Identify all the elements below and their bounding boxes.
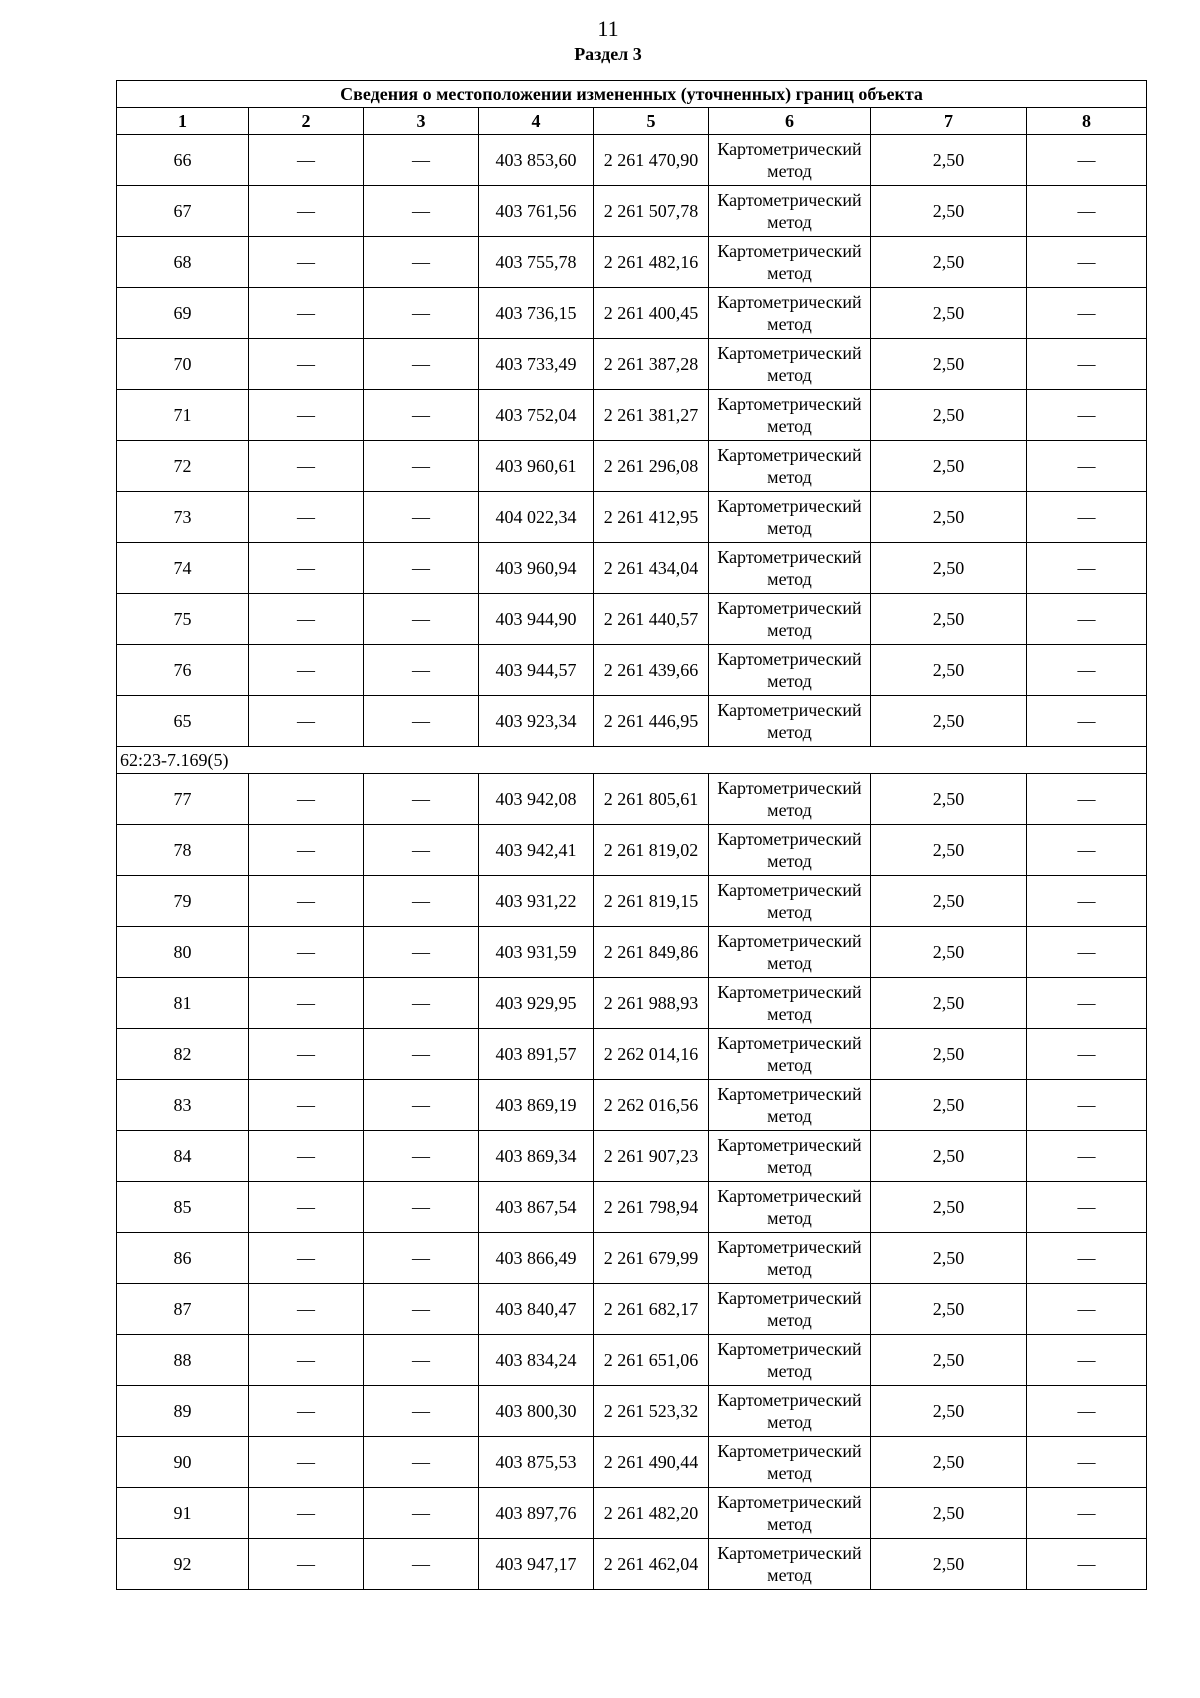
cell-coord-x: 403 834,24 bbox=[479, 1335, 594, 1386]
contour-label: 62:23-7.169(5) bbox=[117, 747, 1147, 774]
table-row bbox=[117, 1437, 1147, 1488]
cell-coord-y: 2 261 482,20 bbox=[594, 1488, 709, 1539]
cell-accuracy: 2,50 bbox=[871, 390, 1027, 441]
cell-method: Картометрический метод bbox=[709, 1335, 871, 1386]
cell-method: Картометрический метод bbox=[709, 339, 871, 390]
cell-method: Картометрический метод bbox=[709, 1233, 871, 1284]
table-row bbox=[117, 696, 1147, 747]
cell-col-2: — bbox=[249, 1080, 364, 1131]
cell-accuracy: 2,50 bbox=[871, 492, 1027, 543]
table-row bbox=[117, 543, 1147, 594]
cell-point-number: 76 bbox=[117, 645, 249, 696]
table-row bbox=[117, 594, 1147, 645]
table-row bbox=[117, 288, 1147, 339]
cell-accuracy: 2,50 bbox=[871, 876, 1027, 927]
cell-method: Картометрический метод bbox=[709, 288, 871, 339]
cell-col-8: — bbox=[1027, 1437, 1147, 1488]
cell-col-2: — bbox=[249, 594, 364, 645]
cell-col-8: — bbox=[1027, 492, 1147, 543]
cell-col-8: — bbox=[1027, 1386, 1147, 1437]
cell-point-number: 74 bbox=[117, 543, 249, 594]
cell-col-8: — bbox=[1027, 594, 1147, 645]
cell-coord-y: 2 261 387,28 bbox=[594, 339, 709, 390]
cell-coord-y: 2 261 988,93 bbox=[594, 978, 709, 1029]
cell-coord-y: 2 261 439,66 bbox=[594, 645, 709, 696]
cell-coord-x: 404 022,34 bbox=[479, 492, 594, 543]
cell-accuracy: 2,50 bbox=[871, 645, 1027, 696]
cell-coord-x: 403 800,30 bbox=[479, 1386, 594, 1437]
cell-col-2: — bbox=[249, 1386, 364, 1437]
cell-coord-y: 2 261 651,06 bbox=[594, 1335, 709, 1386]
table-row bbox=[117, 1182, 1147, 1233]
table-row bbox=[117, 1335, 1147, 1386]
cell-coord-y: 2 262 014,16 bbox=[594, 1029, 709, 1080]
cell-coord-x: 403 931,59 bbox=[479, 927, 594, 978]
cell-col-3: — bbox=[364, 441, 479, 492]
cell-point-number: 69 bbox=[117, 288, 249, 339]
cell-col-2: — bbox=[249, 927, 364, 978]
cell-coord-x: 403 923,34 bbox=[479, 696, 594, 747]
cell-method: Картометрический метод bbox=[709, 696, 871, 747]
cell-col-8: — bbox=[1027, 390, 1147, 441]
cell-col-8: — bbox=[1027, 1335, 1147, 1386]
cell-accuracy: 2,50 bbox=[871, 237, 1027, 288]
cell-coord-x: 403 866,49 bbox=[479, 1233, 594, 1284]
cell-col-8: — bbox=[1027, 645, 1147, 696]
cell-col-3: — bbox=[364, 492, 479, 543]
cell-col-3: — bbox=[364, 1488, 479, 1539]
cell-col-8: — bbox=[1027, 774, 1147, 825]
cell-col-8: — bbox=[1027, 1182, 1147, 1233]
cell-coord-y: 2 261 849,86 bbox=[594, 927, 709, 978]
cell-accuracy: 2,50 bbox=[871, 441, 1027, 492]
cell-accuracy: 2,50 bbox=[871, 594, 1027, 645]
cell-point-number: 66 bbox=[117, 135, 249, 186]
cell-coord-y: 2 261 462,04 bbox=[594, 1539, 709, 1590]
cell-accuracy: 2,50 bbox=[871, 1539, 1027, 1590]
cell-accuracy: 2,50 bbox=[871, 1131, 1027, 1182]
cell-accuracy: 2,50 bbox=[871, 1029, 1027, 1080]
cell-method: Картометрический метод bbox=[709, 1029, 871, 1080]
cell-col-3: — bbox=[364, 978, 479, 1029]
table-row bbox=[117, 876, 1147, 927]
cell-point-number: 71 bbox=[117, 390, 249, 441]
table-row bbox=[117, 237, 1147, 288]
cell-col-2: — bbox=[249, 339, 364, 390]
cell-point-number: 92 bbox=[117, 1539, 249, 1590]
cell-point-number: 83 bbox=[117, 1080, 249, 1131]
column-header-1: 1 bbox=[117, 108, 249, 135]
cell-col-8: — bbox=[1027, 927, 1147, 978]
cell-method: Картометрический метод bbox=[709, 441, 871, 492]
table-row bbox=[117, 645, 1147, 696]
cell-col-8: — bbox=[1027, 441, 1147, 492]
cell-coord-x: 403 891,57 bbox=[479, 1029, 594, 1080]
cell-accuracy: 2,50 bbox=[871, 1335, 1027, 1386]
cell-point-number: 89 bbox=[117, 1386, 249, 1437]
table-caption: Сведения о местоположении измененных (уточненных) границ объекта bbox=[117, 81, 1147, 108]
cell-accuracy: 2,50 bbox=[871, 927, 1027, 978]
cell-method: Картометрический метод bbox=[709, 1488, 871, 1539]
cell-accuracy: 2,50 bbox=[871, 339, 1027, 390]
cell-coord-y: 2 261 805,61 bbox=[594, 774, 709, 825]
cell-accuracy: 2,50 bbox=[871, 825, 1027, 876]
cell-method: Картометрический метод bbox=[709, 237, 871, 288]
cell-col-2: — bbox=[249, 825, 364, 876]
cell-col-3: — bbox=[364, 1131, 479, 1182]
table-row bbox=[117, 825, 1147, 876]
table-row bbox=[117, 1080, 1147, 1131]
cell-col-3: — bbox=[364, 1335, 479, 1386]
cell-col-8: — bbox=[1027, 1080, 1147, 1131]
cell-col-3: — bbox=[364, 645, 479, 696]
cell-col-8: — bbox=[1027, 186, 1147, 237]
cell-col-3: — bbox=[364, 1080, 479, 1131]
cell-col-3: — bbox=[364, 186, 479, 237]
cell-coord-x: 403 755,78 bbox=[479, 237, 594, 288]
cell-method: Картометрический метод bbox=[709, 825, 871, 876]
cell-method: Картометрический метод bbox=[709, 1284, 871, 1335]
cell-accuracy: 2,50 bbox=[871, 186, 1027, 237]
cell-coord-y: 2 261 296,08 bbox=[594, 441, 709, 492]
table-row bbox=[117, 186, 1147, 237]
cell-coord-x: 403 733,49 bbox=[479, 339, 594, 390]
cell-coord-y: 2 261 798,94 bbox=[594, 1182, 709, 1233]
cell-accuracy: 2,50 bbox=[871, 1233, 1027, 1284]
cell-col-3: — bbox=[364, 390, 479, 441]
table-row bbox=[117, 492, 1147, 543]
column-header-4: 4 bbox=[479, 108, 594, 135]
cell-point-number: 86 bbox=[117, 1233, 249, 1284]
cell-col-3: — bbox=[364, 696, 479, 747]
cell-coord-y: 2 261 446,95 bbox=[594, 696, 709, 747]
cell-accuracy: 2,50 bbox=[871, 1488, 1027, 1539]
cell-coord-x: 403 931,22 bbox=[479, 876, 594, 927]
cell-method: Картометрический метод bbox=[709, 927, 871, 978]
cell-col-2: — bbox=[249, 135, 364, 186]
table-row bbox=[117, 1386, 1147, 1437]
table-row bbox=[117, 135, 1147, 186]
cell-col-2: — bbox=[249, 978, 364, 1029]
cell-coord-y: 2 261 819,02 bbox=[594, 825, 709, 876]
cell-coord-x: 403 840,47 bbox=[479, 1284, 594, 1335]
cell-coord-x: 403 942,08 bbox=[479, 774, 594, 825]
cell-point-number: 90 bbox=[117, 1437, 249, 1488]
cell-coord-y: 2 261 819,15 bbox=[594, 876, 709, 927]
cell-col-3: — bbox=[364, 1386, 479, 1437]
cell-accuracy: 2,50 bbox=[871, 1386, 1027, 1437]
cell-col-8: — bbox=[1027, 1233, 1147, 1284]
table-row bbox=[117, 1284, 1147, 1335]
cell-col-8: — bbox=[1027, 543, 1147, 594]
table-row bbox=[117, 390, 1147, 441]
cell-point-number: 84 bbox=[117, 1131, 249, 1182]
cell-point-number: 91 bbox=[117, 1488, 249, 1539]
cell-coord-y: 2 261 440,57 bbox=[594, 594, 709, 645]
cell-coord-x: 403 944,90 bbox=[479, 594, 594, 645]
cell-accuracy: 2,50 bbox=[871, 543, 1027, 594]
cell-point-number: 81 bbox=[117, 978, 249, 1029]
cell-col-3: — bbox=[364, 1182, 479, 1233]
cell-accuracy: 2,50 bbox=[871, 135, 1027, 186]
cell-coord-y: 2 261 523,32 bbox=[594, 1386, 709, 1437]
cell-coord-x: 403 875,53 bbox=[479, 1437, 594, 1488]
page-number: 11 bbox=[597, 16, 619, 41]
column-header-2: 2 bbox=[249, 108, 364, 135]
cell-point-number: 80 bbox=[117, 927, 249, 978]
cell-col-3: — bbox=[364, 927, 479, 978]
cell-col-8: — bbox=[1027, 1539, 1147, 1590]
cell-col-8: — bbox=[1027, 696, 1147, 747]
cell-point-number: 75 bbox=[117, 594, 249, 645]
table-row bbox=[117, 978, 1147, 1029]
cell-accuracy: 2,50 bbox=[871, 774, 1027, 825]
column-header-8: 8 bbox=[1027, 108, 1147, 135]
cell-coord-x: 403 867,54 bbox=[479, 1182, 594, 1233]
cell-accuracy: 2,50 bbox=[871, 1080, 1027, 1131]
cell-accuracy: 2,50 bbox=[871, 696, 1027, 747]
cell-coord-y: 2 261 470,90 bbox=[594, 135, 709, 186]
cell-col-2: — bbox=[249, 492, 364, 543]
cell-coord-x: 403 942,41 bbox=[479, 825, 594, 876]
cell-accuracy: 2,50 bbox=[871, 1284, 1027, 1335]
cell-coord-y: 2 261 907,23 bbox=[594, 1131, 709, 1182]
table-row bbox=[117, 927, 1147, 978]
cell-point-number: 72 bbox=[117, 441, 249, 492]
cell-coord-x: 403 960,61 bbox=[479, 441, 594, 492]
cell-coord-y: 2 261 507,78 bbox=[594, 186, 709, 237]
table-caption-row bbox=[117, 81, 1147, 108]
cell-coord-y: 2 261 679,99 bbox=[594, 1233, 709, 1284]
cell-col-2: — bbox=[249, 1233, 364, 1284]
cell-coord-y: 2 261 400,45 bbox=[594, 288, 709, 339]
cell-col-8: — bbox=[1027, 1029, 1147, 1080]
cell-accuracy: 2,50 bbox=[871, 1437, 1027, 1488]
cell-col-2: — bbox=[249, 1182, 364, 1233]
cell-coord-y: 2 261 490,44 bbox=[594, 1437, 709, 1488]
cell-coord-x: 403 853,60 bbox=[479, 135, 594, 186]
cell-method: Картометрический метод bbox=[709, 1437, 871, 1488]
cell-coord-x: 403 752,04 bbox=[479, 390, 594, 441]
cell-coord-x: 403 869,34 bbox=[479, 1131, 594, 1182]
cell-col-3: — bbox=[364, 339, 479, 390]
cell-col-2: — bbox=[249, 390, 364, 441]
cell-col-8: — bbox=[1027, 1131, 1147, 1182]
cell-col-2: — bbox=[249, 1029, 364, 1080]
cell-col-3: — bbox=[364, 1284, 479, 1335]
cell-coord-x: 403 869,19 bbox=[479, 1080, 594, 1131]
cell-col-2: — bbox=[249, 1335, 364, 1386]
table-row bbox=[117, 1233, 1147, 1284]
column-header-5: 5 bbox=[594, 108, 709, 135]
column-header-row bbox=[117, 108, 1147, 135]
column-header-7: 7 bbox=[871, 108, 1027, 135]
cell-method: Картометрический метод bbox=[709, 876, 871, 927]
cell-col-8: — bbox=[1027, 876, 1147, 927]
cell-coord-y: 2 261 381,27 bbox=[594, 390, 709, 441]
cell-coord-x: 403 944,57 bbox=[479, 645, 594, 696]
cell-col-8: — bbox=[1027, 237, 1147, 288]
cell-coord-y: 2 262 016,56 bbox=[594, 1080, 709, 1131]
cell-point-number: 67 bbox=[117, 186, 249, 237]
boundary-coordinates-table bbox=[116, 80, 1147, 1590]
cell-method: Картометрический метод bbox=[709, 1131, 871, 1182]
cell-col-8: — bbox=[1027, 825, 1147, 876]
cell-col-2: — bbox=[249, 1488, 364, 1539]
cell-col-8: — bbox=[1027, 1488, 1147, 1539]
cell-col-2: — bbox=[249, 645, 364, 696]
cell-col-2: — bbox=[249, 876, 364, 927]
cell-col-3: — bbox=[364, 825, 479, 876]
cell-accuracy: 2,50 bbox=[871, 288, 1027, 339]
cell-accuracy: 2,50 bbox=[871, 1182, 1027, 1233]
cell-method: Картометрический метод bbox=[709, 135, 871, 186]
table-row bbox=[117, 774, 1147, 825]
cell-col-2: — bbox=[249, 186, 364, 237]
table-row bbox=[117, 1488, 1147, 1539]
cell-col-3: — bbox=[364, 1029, 479, 1080]
cell-coord-x: 403 761,56 bbox=[479, 186, 594, 237]
cell-coord-y: 2 261 682,17 bbox=[594, 1284, 709, 1335]
cell-point-number: 88 bbox=[117, 1335, 249, 1386]
cell-col-2: — bbox=[249, 237, 364, 288]
cell-col-2: — bbox=[249, 1284, 364, 1335]
cell-method: Картометрический метод bbox=[709, 978, 871, 1029]
cell-col-2: — bbox=[249, 288, 364, 339]
cell-point-number: 82 bbox=[117, 1029, 249, 1080]
cell-method: Картометрический метод bbox=[709, 186, 871, 237]
cell-col-2: — bbox=[249, 441, 364, 492]
cell-coord-y: 2 261 412,95 bbox=[594, 492, 709, 543]
cell-coord-x: 403 960,94 bbox=[479, 543, 594, 594]
cell-point-number: 68 bbox=[117, 237, 249, 288]
cell-col-8: — bbox=[1027, 288, 1147, 339]
cell-col-8: — bbox=[1027, 978, 1147, 1029]
cell-method: Картометрический метод bbox=[709, 645, 871, 696]
column-header-6: 6 bbox=[709, 108, 871, 135]
table-row bbox=[117, 441, 1147, 492]
cell-col-2: — bbox=[249, 696, 364, 747]
cell-point-number: 79 bbox=[117, 876, 249, 927]
cell-method: Картометрический метод bbox=[709, 1182, 871, 1233]
cell-coord-x: 403 929,95 bbox=[479, 978, 594, 1029]
cell-col-3: — bbox=[364, 288, 479, 339]
cell-col-3: — bbox=[364, 543, 479, 594]
cell-col-8: — bbox=[1027, 1284, 1147, 1335]
cell-coord-y: 2 261 434,04 bbox=[594, 543, 709, 594]
cell-method: Картометрический метод bbox=[709, 1386, 871, 1437]
cell-col-3: — bbox=[364, 1437, 479, 1488]
cell-method: Картометрический метод bbox=[709, 1539, 871, 1590]
cell-method: Картометрический метод bbox=[709, 492, 871, 543]
cell-col-3: — bbox=[364, 237, 479, 288]
cell-col-8: — bbox=[1027, 135, 1147, 186]
cell-col-2: — bbox=[249, 774, 364, 825]
cell-point-number: 73 bbox=[117, 492, 249, 543]
cell-col-3: — bbox=[364, 135, 479, 186]
table-row bbox=[117, 1131, 1147, 1182]
table-row bbox=[117, 339, 1147, 390]
cell-point-number: 87 bbox=[117, 1284, 249, 1335]
cell-method: Картометрический метод bbox=[709, 390, 871, 441]
cell-col-3: — bbox=[364, 594, 479, 645]
cell-col-2: — bbox=[249, 543, 364, 594]
cell-coord-y: 2 261 482,16 bbox=[594, 237, 709, 288]
cell-col-3: — bbox=[364, 876, 479, 927]
cell-method: Картометрический метод bbox=[709, 1080, 871, 1131]
cell-col-2: — bbox=[249, 1131, 364, 1182]
table-row bbox=[117, 1029, 1147, 1080]
cell-col-8: — bbox=[1027, 339, 1147, 390]
cell-accuracy: 2,50 bbox=[871, 978, 1027, 1029]
cell-point-number: 85 bbox=[117, 1182, 249, 1233]
cell-col-2: — bbox=[249, 1539, 364, 1590]
cell-col-3: — bbox=[364, 1233, 479, 1284]
cell-point-number: 78 bbox=[117, 825, 249, 876]
cell-point-number: 65 bbox=[117, 696, 249, 747]
column-header-3: 3 bbox=[364, 108, 479, 135]
section-title: Раздел 3 bbox=[574, 44, 642, 64]
cell-method: Картометрический метод bbox=[709, 594, 871, 645]
table-row bbox=[117, 1539, 1147, 1590]
cell-method: Картометрический метод bbox=[709, 543, 871, 594]
cell-method: Картометрический метод bbox=[709, 774, 871, 825]
cell-coord-x: 403 947,17 bbox=[479, 1539, 594, 1590]
cell-col-3: — bbox=[364, 774, 479, 825]
cell-point-number: 70 bbox=[117, 339, 249, 390]
cell-col-2: — bbox=[249, 1437, 364, 1488]
cell-col-3: — bbox=[364, 1539, 479, 1590]
cell-point-number: 77 bbox=[117, 774, 249, 825]
contour-label-row bbox=[117, 747, 1147, 774]
cell-coord-x: 403 736,15 bbox=[479, 288, 594, 339]
cell-coord-x: 403 897,76 bbox=[479, 1488, 594, 1539]
